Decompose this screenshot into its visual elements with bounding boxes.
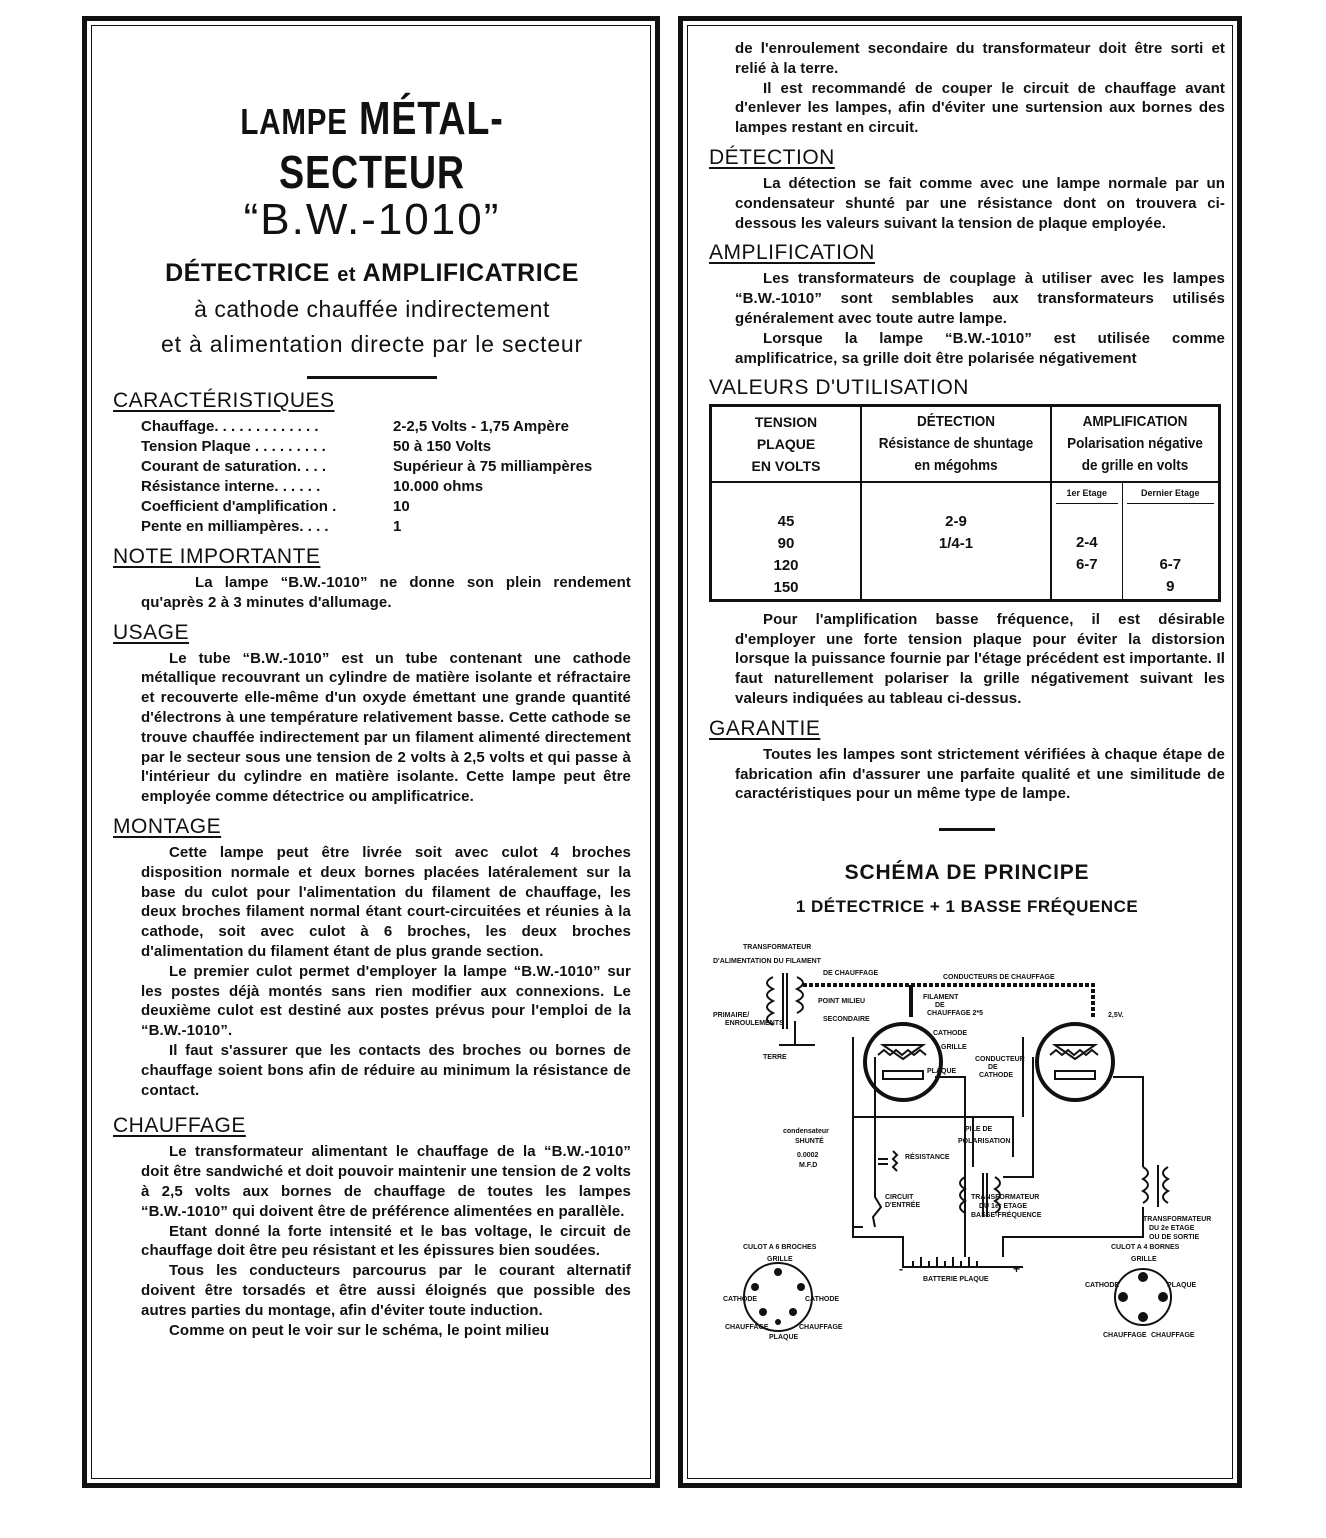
garantie-text: Toutes les lampes sont strictement vérifiées à chaque étape de fabrication afin d'assurer une parfaite qualité et une similitude de caractéristiques pour un même type de lampe.	[735, 745, 1225, 803]
char-label: Courant de saturation. . . .	[141, 458, 327, 475]
chauffage-paragraph: Etant donné la forte intensité et le bas voltage, le circuit de chauffage doit être peu résistant et les épissures bien soudées.	[141, 1222, 631, 1260]
characteristic-row	[141, 497, 631, 517]
tube-detector	[865, 1024, 941, 1100]
header-detection	[861, 406, 1051, 482]
chauffage-paragraph: Comme on peut le voir sur le schéma, le point milieu	[169, 1321, 550, 1339]
label: GRILLE	[1131, 1256, 1157, 1264]
table-cell: 90	[777, 534, 795, 552]
header-line: de grille en volts	[1081, 457, 1189, 475]
char-value: 10.000 ohms	[393, 478, 484, 495]
chauffage-section	[141, 1142, 631, 1340]
label: PLAQUE	[769, 1334, 799, 1342]
char-label: Tension Plaque . . . . . . . . .	[141, 438, 326, 455]
char-value: Supérieur à 75 milliampères	[393, 458, 593, 475]
premier-etage-column	[1051, 482, 1122, 601]
amplification-section	[735, 269, 1225, 368]
table-cell	[862, 555, 1050, 577]
label: PLAQUE	[927, 1068, 957, 1076]
table-header	[711, 406, 1220, 482]
tension-column	[711, 482, 862, 601]
label: CHAUFFAGE	[1103, 1332, 1147, 1340]
table-cell: 45	[777, 512, 795, 530]
header-line: TENSION	[754, 414, 818, 431]
table-cell: 1/4-1	[938, 534, 974, 552]
table-cell	[862, 577, 1050, 599]
chauffage-paragraph: Tous les conducteurs parcourus par le courant alternatif doivent être torsadés et être aussi éloignés que possible des autres parties du montage, afin d'éviter toute induction.	[141, 1262, 631, 1319]
montage-section	[141, 843, 631, 1100]
label: CHAUFFAGE	[799, 1324, 843, 1332]
divider	[307, 376, 437, 379]
label: TERRE	[763, 1054, 787, 1062]
characteristic-row	[141, 417, 631, 437]
label: TRANSFORMATEUR	[1143, 1216, 1212, 1224]
continuation-paragraph: de l'enroulement secondaire du transformateur doit être sorti et relié à la terre.	[735, 40, 1225, 77]
header-line: AMPLIFICATION	[1082, 413, 1188, 431]
label: 2,5V.	[1108, 1012, 1124, 1020]
schema-subtitle: 1 DÉTECTRICE + 1 BASSE FRÉQUENCE	[795, 897, 1139, 917]
table-cell: 120	[773, 556, 799, 574]
label: TRANSFORMATEUR	[971, 1194, 1040, 1202]
table-cell: 150	[773, 578, 799, 596]
dernier-etage-column	[1122, 482, 1219, 601]
label: GRILLE	[941, 1044, 967, 1052]
label: CONDUCTEUR	[975, 1056, 1025, 1064]
table-cell	[1052, 576, 1122, 598]
subtitle-line2: à cathode chauffée indirectement	[194, 296, 550, 322]
label: DE	[935, 1002, 945, 1010]
transformer-primary	[767, 977, 773, 1025]
label: CONDUCTEURS DE CHAUFFAGE	[943, 974, 1055, 982]
montage-paragraph: Cette lampe peut être livrée soit avec culot 4 broches disposition normale et deux bornes placées latéralement sur la base du culot pour l'alimentation du filament de chauffage, les deux broches filament normal étant court-circuitées et réunies à la cathode, soit avec culot à 6 broches, les deux broches d'alimentation du filament étant de plus grande section.	[141, 843, 631, 960]
char-value: 1	[393, 518, 402, 535]
sub-header: Dernier Etage	[1127, 483, 1214, 504]
char-value: 50 à 150 Volts	[393, 438, 492, 455]
after-table-text: Pour l'amplification basse fréquence, il est désirable d'employer une forte tension plaque pour éviter la distorsion lorsque la puissance fournie par l'étage précédent est importante. Il faut naturellement polariser la grille négativement suivant les valeurs indiquées au tableau ci-dessus.	[735, 610, 1225, 708]
label: SHUNTÉ	[795, 1138, 824, 1146]
header-line: EN VOLTS	[751, 458, 821, 475]
label: PILE DE	[965, 1126, 993, 1134]
label: CIRCUIT	[885, 1194, 914, 1202]
label: PRIMAIRE/	[713, 1012, 750, 1020]
table-cell: 2-4	[1075, 533, 1098, 551]
table-cell: 6-7	[1159, 555, 1182, 573]
amplification-paragraph: Lorsque la lampe “B.W.-1010” est utilisée comme amplificatrice, sa grille doit être polarisée négativement	[735, 329, 1225, 367]
subtitle-a: DÉTECTRICE	[165, 259, 330, 287]
detection-text: La détection se fait comme avec une lampe normale par un condensateur shunté par une résistance dont on trouvera ci-dessous les valeurs suivant la tension de plaque employée.	[735, 174, 1225, 232]
label: BASSE-FRÉQUENCE	[971, 1212, 1042, 1220]
circuit-schematic	[703, 937, 1219, 1357]
header-tension	[711, 406, 862, 482]
heading-amplification: AMPLIFICATION	[709, 241, 875, 265]
subtitle-line3: et à alimentation directe par le secteur	[161, 331, 583, 357]
label: BATTERIE PLAQUE	[923, 1276, 989, 1284]
label: CATHODE	[979, 1072, 1014, 1080]
subtitle-et: et	[337, 264, 357, 286]
continuation	[735, 39, 1225, 138]
amplification-paragraph: Les transformateurs de couplage à utiliser avec les lampes “B.W.-1010” sont semblables aux transformateurs utilisés généralement avec toute autre lampe.	[735, 270, 1225, 327]
char-label: Coefficient d'amplification .	[141, 498, 337, 515]
header-line: PLAQUE	[756, 436, 816, 453]
char-value: 2-2,5 Volts - 1,75 Ampère	[393, 418, 569, 435]
label: CATHODE	[933, 1030, 968, 1038]
heading-usage: USAGE	[113, 620, 190, 644]
table-body	[711, 482, 1220, 601]
montage-paragraph: Il faut s'assurer que les contacts des broches ou bornes de chauffage soient bons afin de réduire au minimum la résistance de contact.	[141, 1041, 631, 1099]
label: CATHODE	[1085, 1282, 1120, 1290]
label: ENROULEMENTS	[725, 1020, 784, 1028]
table-cell	[1052, 510, 1122, 532]
label: FILAMENT	[923, 994, 959, 1002]
label: PLAQUE	[1167, 1282, 1197, 1290]
heading-garantie: GARANTIE	[709, 716, 821, 740]
label: DU 1er ETAGE	[979, 1203, 1028, 1211]
label: RÉSISTANCE	[905, 1154, 950, 1162]
characteristic-row	[141, 517, 631, 537]
schema-title: SCHÉMA DE PRINCIPE	[844, 861, 1090, 885]
heading-chauffage: CHAUFFAGE	[113, 1114, 246, 1138]
header-line: Résistance de shuntage	[878, 435, 1034, 453]
tube-amplifier	[1037, 1024, 1113, 1100]
values-table	[709, 404, 1221, 602]
title-prefix: LAMPE	[240, 101, 348, 142]
label: CULOT A 4 BORNES	[1111, 1244, 1180, 1252]
note-text: La lampe “B.W.-1010” ne donne son plein rendement qu'après 2 à 3 minutes d'allumage.	[141, 574, 631, 611]
header-line: DÉTECTION	[916, 413, 995, 431]
heading-caracteristiques: CARACTÉRISTIQUES	[113, 389, 335, 412]
char-label: Résistance interne. . . . . .	[141, 478, 321, 495]
label: DE CHAUFFAGE	[823, 970, 879, 978]
continuation-paragraph: Il est recommandé de couper le circuit de chauffage avant d'enlever les lampes, afin d'éviter une surtension aux bornes des lampes restant en circuit.	[735, 79, 1225, 137]
chauffage-paragraph: Le transformateur alimentant le chauffage de la “B.W.-1010” doit être sandwiché et doit pouvoir maintenir une tension de 2 volts à 2,5 volts aux bornes de chauffage de toutes les lampes “B.W.-1010” qui doivent être de préférence alimentées en parallèle.	[141, 1143, 631, 1220]
label: POLARISATION	[958, 1138, 1011, 1146]
usage-text: Le tube “B.W.-1010” est un tube contenant une cathode métallique recouvrant un cylindre de matière isolante et réfractaire et recouverte elle-même d'un oxyde émettant une grande quantité d'électrons à une température relativement basse. Cette cathode se trouve chauffée indirectement par un filament alimenté directement par le secteur sous une tension de 2 volts à 2,5 volts et qui passe à l'intérieur du cylindre en matière isolante. Cette lampe peut être employée comme détectrice ou amplificatrice.	[141, 649, 631, 806]
header-amplification	[1051, 406, 1220, 482]
table-cell	[1123, 532, 1218, 554]
label: DU 2e ETAGE	[1149, 1225, 1195, 1233]
left-page	[82, 16, 660, 1488]
label: condensateur	[783, 1128, 829, 1136]
characteristics-list	[141, 417, 631, 537]
table-cell	[1123, 510, 1218, 532]
detection-column	[861, 482, 1051, 601]
montage-paragraph: Le premier culot permet d'employer la lampe “B.W.-1010” sur les postes déjà montés sans rien modifier aux connexions. Le deuxième culot est destiné aux postes prévus pour l'emploi de la “B.W.-1010”.	[141, 962, 631, 1040]
model-name: “B.W.-1010”	[243, 195, 501, 244]
char-label: Chauffage. . . . . . . . . . . . .	[141, 418, 319, 435]
table-cell: 2-9	[945, 512, 967, 530]
heading-note: NOTE IMPORTANTE	[113, 545, 321, 568]
battery	[913, 1257, 977, 1267]
label: DE	[988, 1064, 998, 1072]
label: +	[1013, 1262, 1021, 1277]
label: SECONDAIRE	[823, 1016, 870, 1024]
subtitle-b: AMPLIFICATRICE	[362, 259, 579, 287]
title-main: MÉTAL-SECTEUR	[279, 92, 504, 198]
heading-valeurs: VALEURS D'UTILISATION	[709, 376, 969, 400]
subtitle	[113, 259, 631, 288]
divider	[939, 828, 995, 831]
label: CATHODE	[723, 1296, 758, 1304]
label: 0.0002	[797, 1152, 819, 1160]
label: CHAUFFAGE	[725, 1324, 769, 1332]
label: -	[899, 1262, 903, 1277]
header-line: en mégohms	[914, 457, 998, 475]
sub-header: 1er Etage	[1056, 483, 1118, 504]
label: TRANSFORMATEUR	[743, 944, 812, 952]
transformer-secondary	[797, 977, 803, 1013]
label: CHAUFFAGE	[1151, 1332, 1195, 1340]
characteristic-row	[141, 437, 631, 457]
header-line: Polarisation négative	[1067, 435, 1203, 453]
characteristic-row	[141, 457, 631, 477]
title	[160, 91, 585, 199]
label: CHAUFFAGE 2*5	[927, 1010, 984, 1018]
characteristic-row	[141, 477, 631, 497]
char-label: Pente en milliampères. . . .	[141, 518, 329, 535]
right-page	[678, 16, 1242, 1488]
table-cell: 6-7	[1075, 555, 1098, 573]
label: D'ENTRÉE	[885, 1202, 921, 1210]
table-cell: 9	[1166, 577, 1175, 595]
label: D'ALIMENTATION DU FILAMENT	[713, 958, 821, 966]
label: CATHODE	[805, 1296, 840, 1304]
label: M.F.D	[799, 1162, 818, 1170]
label: OU DE SORTIE	[1149, 1234, 1200, 1242]
heading-montage: MONTAGE	[113, 814, 222, 838]
label: CULOT A 6 BROCHES	[743, 1244, 817, 1252]
heading-detection: DÉTECTION	[709, 145, 835, 169]
char-value: 10	[393, 498, 410, 515]
label: POINT MILIEU	[818, 998, 866, 1006]
label: GRILLE	[767, 1256, 793, 1264]
